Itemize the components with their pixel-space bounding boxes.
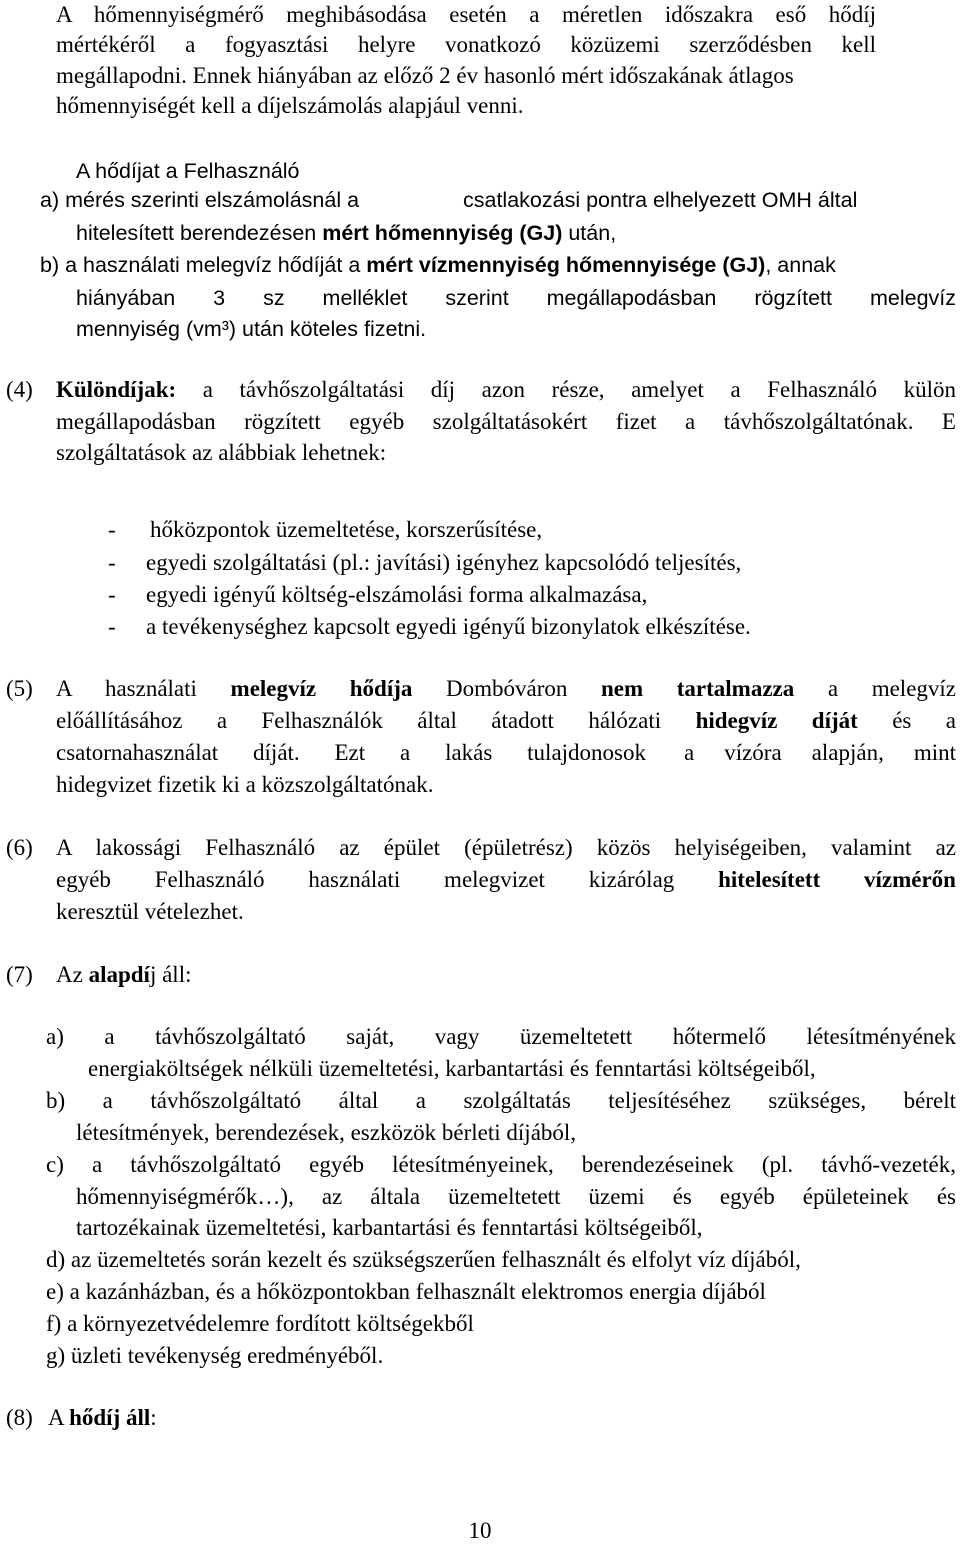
hodij-a-bold: mért hőmennyiség (GJ) xyxy=(322,221,563,245)
intro-line-2: mértékéről a fogyasztási helyre vonatkozó közüzemi szerződésben kell xyxy=(56,32,876,57)
hodij-heading: A hődíjat a Felhasználó xyxy=(76,159,300,183)
section-7-a-line-1: a) a távhőszolgáltató saját, vagy üzemeltetett hőtermelő létesítményének xyxy=(46,1024,956,1049)
page-number: 10 xyxy=(468,1518,492,1543)
list-dash-1: - xyxy=(108,517,116,542)
section-5-number: (5) xyxy=(6,676,33,701)
section-5-line-2: előállításához a Felhasználók által átadott hálózati hidegvíz díját és a xyxy=(56,708,957,733)
section-7-a-line-2: energiaköltségek nélküli üzemeltetési, karbantartási és fenntartási költségeiből, xyxy=(88,1056,816,1081)
list-item: egyedi szolgáltatási (pl.: javítási) igényhez kapcsolódó teljesítés, xyxy=(146,550,742,575)
list-dash-2: - xyxy=(108,550,116,575)
section-7-b-line-1: b) a távhőszolgáltató által a szolgáltatás teljesítéséhez szükséges, bérelt xyxy=(46,1088,956,1113)
section-7-c-line-2: hőmennyiségmérők…), az általa üzemeltetett üzemi és egyéb épületeinek és xyxy=(76,1184,956,1209)
section-4-line-1: Különdíjak: a távhőszolgáltatási díj azon része, amelyet a Felhasználó külön xyxy=(56,377,956,402)
hodij-b-bold: mért vízmennyiség hőmennyisége (GJ) xyxy=(366,253,766,277)
kulondijak-label: Különdíjak: xyxy=(56,377,177,402)
intro-line-4: hőmennyiségét kell a díjelszámolás alapjául venni. xyxy=(56,93,524,118)
hodij-a-line-2: hitelesített berendezésen mért hőmennyiség (GJ) után, xyxy=(76,221,617,245)
section-6-line-2: egyéb Felhasználó használati melegvizet kizárólag hitelesített vízmérőn xyxy=(56,867,956,892)
section-7-number: (7) xyxy=(6,962,33,987)
section-5-line-4: hidegvizet fizetik ki a közszolgáltatónak. xyxy=(56,772,434,797)
section-7-f: f) a környezetvédelemre fordított költségekből xyxy=(46,1311,474,1336)
hodij-a-line-1b: csatlakozási pontra elhelyezett OMH által xyxy=(463,188,858,212)
intro-line-3: megállapodni. Ennek hiányában az előző 2 év hasonló mért időszakának átlagos xyxy=(56,63,794,88)
section-4-line-2: megállapodásban rögzített egyéb szolgáltatásokért fizet a távhőszolgáltatónak. E xyxy=(56,409,956,434)
section-7-g: g) üzleti tevékenység eredményéből. xyxy=(46,1343,384,1368)
section-6-line-1: A lakossági Felhasználó az épület (épületrész) közös helyiségeiben, valamint az xyxy=(56,835,956,860)
section-6-number: (6) xyxy=(6,835,33,860)
section-7-c-line-1: c) a távhőszolgáltató egyéb létesítményeinek, berendezéseinek (pl. távhő-vezeték, xyxy=(46,1152,956,1177)
section-8-number: (8) xyxy=(6,1405,33,1430)
section-4-line-3: szolgáltatások az alábbiak lehetnek: xyxy=(56,440,387,465)
list-item: hőközpontok üzemeltetése, korszerűsítése, xyxy=(150,517,543,542)
hodij-b-line-1: b) a használati melegvíz hődíját a mért vízmennyiség hőmennyisége (GJ), annak xyxy=(40,253,836,277)
section-4-number: (4) xyxy=(6,377,33,402)
hodij-b-line-2: hiányában 3 sz melléklet szerint megállapodásban rögzített melegvíz xyxy=(76,286,956,310)
list-item: egyedi igényű költség-elszámolási forma alkalmazása, xyxy=(146,582,648,607)
section-5-line-1: A használati melegvíz hődíja Dombóváron nem tartalmazza a melegvíz xyxy=(56,676,957,701)
section-7-e: e) a kazánházban, és a hőközpontokban felhasznált elektromos energia díjából xyxy=(46,1279,766,1304)
section-8-heading: A hődíj áll: xyxy=(48,1405,157,1430)
section-7-b-line-2: létesítmények, berendezések, eszközök bérleti díjából, xyxy=(76,1120,577,1145)
section-5-line-3b: a vízóra alapján, mint xyxy=(684,740,956,765)
hodij-a-line-1: a) mérés szerinti elszámolásnál a xyxy=(40,188,360,212)
section-5-line-3a: csatornahasználat díját. Ezt a lakás tulajdonosok xyxy=(56,740,646,765)
list-dash-4: - xyxy=(108,614,116,639)
intro-line-1: A hőmennyiségmérő meghibásodása esetén a méretlen időszakra eső hődíj xyxy=(56,2,876,27)
list-item: a tevékenységhez kapcsolt egyedi igényű bizonylatok elkészítése. xyxy=(146,614,751,639)
section-7-heading: Az alapdíj áll: xyxy=(56,962,192,987)
section-7-d: d) az üzemeltetés során kezelt és szükségszerűen felhasznált és elfolyt víz díjából, xyxy=(46,1247,801,1272)
hodij-b-line-3: mennyiség (vm³) után köteles fizetni. xyxy=(76,317,427,341)
section-7-c-line-3: tartozékainak üzemeltetési, karbantartási és fenntartási költségeiből, xyxy=(76,1215,703,1240)
section-6-line-3: keresztül vételezhet. xyxy=(56,899,244,924)
list-dash-3: - xyxy=(108,582,116,607)
